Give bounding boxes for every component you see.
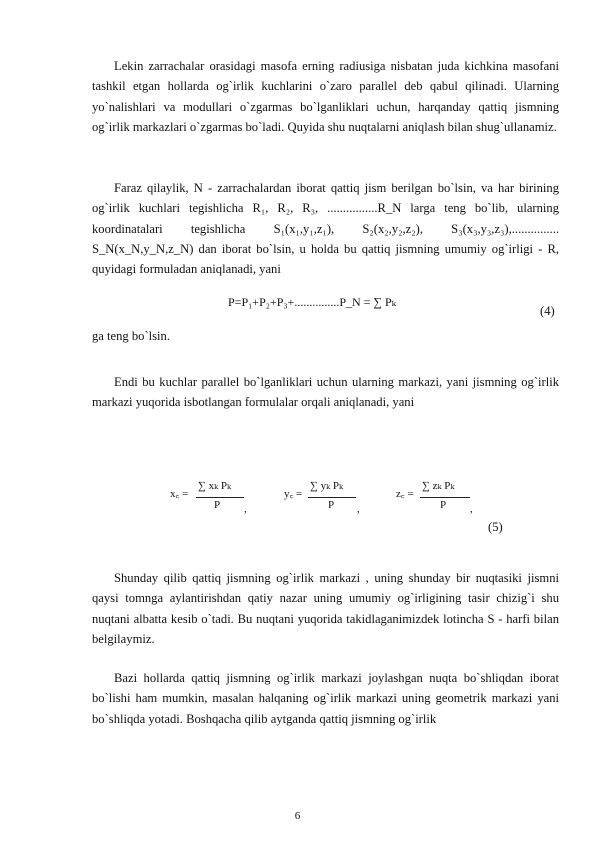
paragraph-assumption: Faraz qilaylik, N - zarrachalardan iborat qattiq jism berilgan bo`lsin, va har birining og`irlik kuchlari tegishlicha R₁, R₂, R₃, ................R_N larga teng bo`lib, ularning koordinatalari tegishlicha S₁(x₁,y₁,z₁), S₂(x₂,y₂,z₂), S₃(x₃,y₃,z₃),............... S_N(x_N,y_N,z_N) dan iborat bo`lsin, u holda bu qattiq jismning umumiy og`irligi - R, quyidagi formuladan aniqlanadi, yani [92, 181, 559, 277]
yc-denominator: P [328, 499, 335, 511]
zc-denominator: P [440, 499, 447, 511]
xc-numerator: ∑ xₖ Pₖ [198, 480, 231, 492]
yc-numerator: ∑ yₖ Pₖ [310, 480, 343, 492]
paragraph-hollow: Bazi hollarda qattiq jismning og`irlik markazi joylashgan nuqta bo`shliqdan iborat bo`lishi ham mumkin, masalan halqaning og`irlik markazi uning geometrik markazi yani bo`shliqda yotadi. Boshqacha qilib aytganda qattiq jismning og`irlik [92, 671, 559, 726]
xc-lhs: x꜀ = [170, 488, 189, 500]
equation-number-5: (5) [488, 520, 503, 534]
zc-numerator: ∑ zₖ Pₖ [422, 480, 455, 492]
yc-separator: , [357, 503, 360, 515]
formula-total-weight: P=P₁+P₂+P₃+...............P_N = ∑ Pₖ [228, 295, 397, 309]
paragraph-intro: Lekin zarrachalar orasidagi masofa erning radiusiga nisbatan juda kichkina masofani tashkil etgan hollarda og`irlik kuchlarini o`zaro parallel deb qabul qilinadi. Ularning yo`nalishlari va modullari o`zgarmas bo`lganliklari uchun, harqanday qattiq jismning og`irlik markazlari o`zgarmas bo`ladi. Quyida shu nuqtalarni aniqlash bilan shug`ullanamiz. [92, 59, 559, 134]
yc-lhs: y꜀ = [284, 488, 303, 500]
yc-fraction-bar [308, 497, 356, 498]
zc-lhs: z꜀ = [396, 488, 414, 500]
paragraph-definition: Shunday qilib qattiq jismning og`irlik markazi , uning shunday bir nuqtasiki jismni qaysi tomnga aylantirishdan qatiy nazar uning umumiy og`irligining tasir chizig`i shu nuqtani albatta kesib o`tadi. Bu nuqtani yuqorida takidlaganimizdek lotincha S - harfi bilan belgilaymiz. [92, 571, 559, 646]
zc-separator: , [470, 503, 473, 515]
xc-separator: , [244, 503, 247, 515]
equation-number-4: (4) [540, 304, 555, 318]
zc-fraction-bar [420, 497, 470, 498]
paragraph-equal: ga teng bo`lsin. [92, 329, 170, 343]
xc-fraction-bar [196, 497, 244, 498]
paragraph-center-intro: Endi bu kuchlar parallel bo`lganliklari uchun ularning markazi, yani jismning og`irlik markazi yuqorida isbotlangan formulalar orqali aniqlanadi, yani [92, 375, 559, 410]
page-number: 6 [294, 810, 301, 822]
xc-denominator: P [214, 499, 221, 511]
